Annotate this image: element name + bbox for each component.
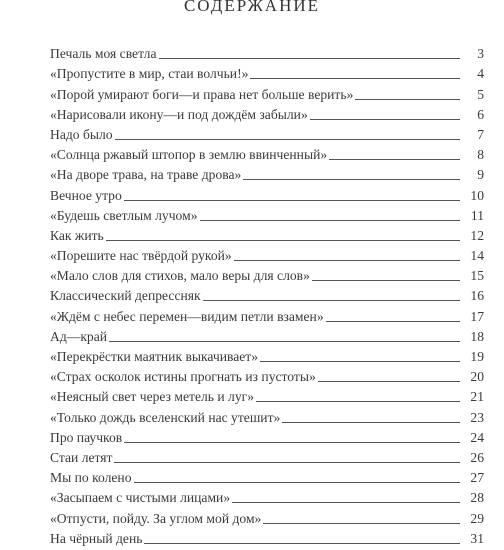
dotted-leader	[115, 139, 460, 140]
toc-entry-title: «Страх осколок истины прогнать из пустоты»	[50, 369, 316, 385]
toc-entry-page-number: 24	[470, 429, 484, 445]
toc-entry[interactable]	[50, 42, 484, 62]
toc-entry-title: «Засыпаем с чистыми лицами»	[50, 490, 231, 506]
toc-entry[interactable]	[50, 527, 484, 547]
toc-entry-page-number: 16	[470, 288, 484, 304]
page-title: СОДЕРЖАНИЕ	[183, 0, 321, 15]
toc-entry-page-number: 7	[477, 126, 484, 142]
dotted-leader	[159, 58, 461, 59]
toc-entry[interactable]	[50, 183, 484, 203]
toc-entry[interactable]	[50, 264, 484, 284]
toc-entry-title: «Нарисовали икону—и под дождём забыли»	[50, 106, 308, 122]
toc-entry-title: Стаи летят	[50, 449, 113, 465]
toc-entry-page-number: 17	[470, 308, 484, 324]
toc-entry-title: Ад—край	[50, 328, 108, 344]
dotted-leader	[232, 502, 460, 503]
toc-entry-title: «Пропустите в мир, стаи волчьи!»	[50, 66, 249, 82]
toc-entry-page-number: 9	[477, 167, 484, 183]
toc-entry[interactable]	[50, 385, 484, 405]
toc-entry-page-number: 21	[470, 389, 484, 405]
toc-entry[interactable]	[50, 304, 484, 324]
toc-entry-page-number: 6	[477, 106, 484, 122]
toc-entry-title: На чёрный день	[50, 530, 143, 546]
toc-entry[interactable]	[50, 325, 484, 345]
toc-entry[interactable]	[50, 204, 484, 224]
toc-entry-page-number: 4	[477, 66, 484, 82]
toc-entry-title: Надо было	[50, 126, 113, 142]
toc-entry-page-number: 15	[470, 268, 484, 284]
toc-entry[interactable]	[50, 103, 484, 123]
toc-entry-title: «Солнца ржавый штопор в землю ввинченный»	[50, 147, 328, 163]
toc-entry[interactable]	[50, 405, 484, 425]
toc-entry-page-number: 26	[470, 449, 484, 465]
dotted-leader	[124, 442, 460, 443]
dotted-leader	[134, 482, 460, 483]
toc-entry-page-number: 28	[470, 490, 484, 506]
dotted-leader	[250, 78, 460, 79]
dotted-leader	[329, 159, 460, 160]
toc-entry-page-number: 18	[470, 328, 484, 344]
toc-entry-title: Классический депрессняк	[50, 288, 201, 304]
toc-entry-title: «Мало слов для стихов, мало веры для слов»	[50, 268, 310, 284]
dotted-leader	[260, 361, 460, 362]
toc-entry[interactable]	[50, 224, 484, 244]
toc-entry-page-number: 3	[477, 46, 484, 62]
toc-entry[interactable]	[50, 143, 484, 163]
dotted-leader	[144, 543, 460, 544]
toc-entry[interactable]	[50, 62, 484, 82]
toc-entry-page-number: 10	[470, 187, 484, 203]
dotted-leader	[256, 401, 460, 402]
dotted-leader	[243, 179, 460, 180]
toc-entry-title: «Ждём с небес перемен—видим петли взамен»	[50, 308, 324, 324]
toc-entry-page-number: 5	[477, 86, 484, 102]
toc-entry[interactable]	[50, 506, 484, 526]
toc-entry-title: «Порешите нас твёрдой рукой»	[50, 248, 232, 264]
dotted-leader	[106, 240, 460, 241]
toc-entry-title: Вечное утро	[50, 187, 122, 203]
dotted-leader	[263, 523, 460, 524]
toc-entry-title: «Перекрёстки маятник выкачивает»	[50, 349, 259, 364]
toc-entry-page-number: 20	[470, 369, 484, 385]
toc-entry-title: «На дворе трава, на траве дрова»	[50, 167, 242, 183]
toc-entry-title: Как жить	[50, 227, 104, 243]
toc-entry-page-number: 23	[470, 409, 484, 425]
toc-entry-title: «Порой умирают боги—и права нет больше верить»	[50, 86, 354, 102]
dotted-leader	[114, 462, 460, 463]
toc-entry[interactable]	[50, 82, 484, 102]
dotted-leader	[326, 321, 460, 322]
toc-entry-title: «Неясный свет через метель и луг»	[50, 389, 255, 405]
toc-entry-title: «Только дождь вселенский нас утешит»	[50, 409, 281, 425]
toc-entry-title: Про паучков	[50, 429, 123, 445]
dotted-leader	[355, 99, 460, 100]
toc-entry[interactable]	[50, 123, 484, 143]
dotted-leader	[318, 381, 460, 382]
toc-entry-page-number: 8	[477, 147, 484, 163]
toc-list	[50, 42, 484, 547]
toc-entry[interactable]	[50, 345, 484, 365]
dotted-leader	[124, 200, 460, 201]
toc-entry-title: «Отпусти, пойду. За углом мой дом»	[50, 510, 262, 526]
toc-entry-page-number: 14	[470, 248, 484, 264]
toc-entry[interactable]	[50, 486, 484, 506]
toc-entry-page-number: 12	[470, 227, 484, 243]
toc-entry-page-number: 27	[470, 470, 484, 486]
toc-entry-page-number: 29	[470, 510, 484, 526]
toc-entry-title: «Будешь светлым лучом»	[50, 207, 198, 223]
toc-entry[interactable]	[50, 466, 484, 486]
dotted-leader	[203, 300, 460, 301]
toc-entry-title: Печаль моя светла	[50, 46, 157, 62]
toc-entry-page-number: 19	[470, 349, 484, 364]
dotted-leader	[310, 119, 460, 120]
toc-entry-page-number: 31	[470, 530, 484, 546]
dotted-leader	[234, 260, 460, 261]
toc-entry[interactable]	[50, 446, 484, 466]
toc-entry[interactable]	[50, 244, 484, 264]
dotted-leader	[282, 422, 460, 423]
toc-entry[interactable]	[50, 284, 484, 304]
toc-entry-title: Мы по колено	[50, 470, 132, 486]
dotted-leader	[200, 220, 461, 221]
toc-entry-page-number: 11	[470, 207, 484, 223]
dotted-leader	[312, 280, 460, 281]
toc-entry[interactable]	[50, 426, 484, 446]
toc-entry[interactable]	[50, 365, 484, 385]
dotted-leader	[109, 341, 460, 342]
toc-entry[interactable]	[50, 163, 484, 183]
